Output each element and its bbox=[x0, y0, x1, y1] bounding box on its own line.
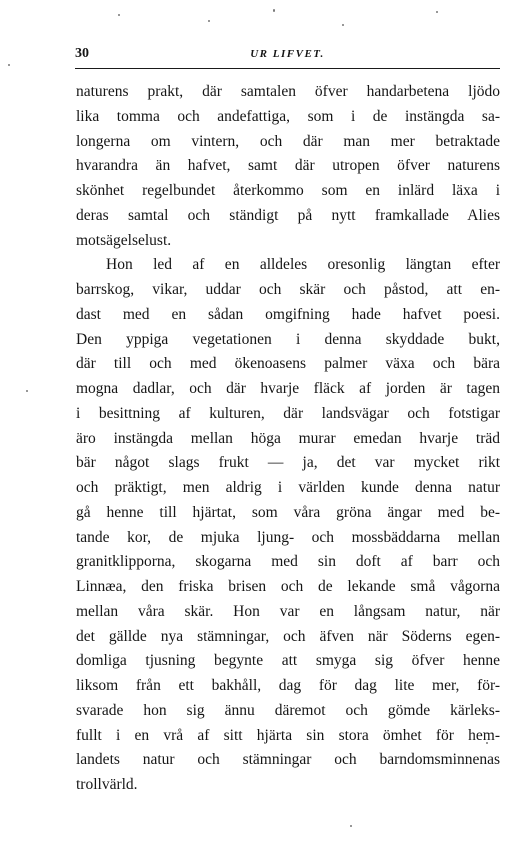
text-line: trollvärld. bbox=[76, 776, 138, 793]
text-line: hvarandra än hafvet, samt där utropen öfver naturens bbox=[76, 157, 500, 175]
running-head: UR LIFVET. bbox=[250, 48, 325, 60]
text-line: Linnæa, den friska brisen och de lekande små vågorna bbox=[76, 578, 500, 595]
text-line: barrskog, vikar, uddar och skär och påstod, att en- bbox=[76, 281, 500, 298]
text-line: fullt i en vrå af sitt hjärta sin stora ömhet för hem- bbox=[76, 726, 500, 744]
text-line: gå henne till hjärtat, som våra gröna ängar med be- bbox=[76, 503, 500, 521]
text-line: mellan våra skär. Hon var en långsam natur, när bbox=[76, 602, 500, 620]
text-line: lika tomma och andefattiga, som i de instängda sa- bbox=[76, 107, 500, 125]
text-line: dast med en sådan omgifning hade hafvet poesi. bbox=[76, 305, 500, 323]
text-line: naturens prakt, där samtalen öfver handarbetena ljödo bbox=[76, 83, 500, 100]
text-line: och präktigt, men aldrig i världen kunde denna natur bbox=[76, 479, 500, 496]
text-line: motsägelselust. bbox=[76, 231, 172, 249]
text-line: bär något slags frukt — ja, det var mycket rikt bbox=[76, 454, 500, 472]
text-line: äro instängda mellan höga murar emedan hvarje träd bbox=[76, 429, 500, 447]
text-line: landets natur och stämningar och barndomsminnenas bbox=[76, 751, 500, 769]
page-header bbox=[75, 46, 500, 69]
text-line: skönhet regelbundet återkommo som en inlärd läxa i bbox=[76, 182, 500, 199]
text-line: där till och med ökenoasens palmer växa och bära bbox=[76, 355, 500, 373]
text-line: tande kor, de mjuka ljung- och mossbäddarna mellan bbox=[76, 528, 500, 546]
paragraph-1 bbox=[76, 80, 500, 253]
text-line: domliga tjusning begynte att smyga sig öfver henne bbox=[76, 652, 500, 670]
text-line: deras samtal och ständigt på nytt framkallade Alies bbox=[76, 206, 500, 224]
text-line: longerna om vintern, och där man mer betraktade bbox=[76, 132, 500, 150]
body-text bbox=[76, 80, 500, 798]
text-line: liksom från ett bakhåll, dag för dag lite mer, för- bbox=[76, 677, 500, 694]
page-number: 30 bbox=[75, 46, 89, 61]
text-line: Hon led af en alldeles oresonlig längtan efter bbox=[106, 256, 500, 274]
text-line: svarade hon sig ännu däremot och gömde kärleks- bbox=[76, 701, 500, 719]
text-line: det gällde nya stämningar, och äfven när Söderns egen- bbox=[76, 627, 500, 645]
text-line: Den yppiga vegetationen i denna skyddade bukt, bbox=[76, 330, 500, 348]
text-line: granitklipporna, skogarna med sin doft af barr och bbox=[76, 553, 500, 571]
text-line: mogna dadlar, och där hvarje fläck af jorden är tagen bbox=[76, 380, 500, 397]
paragraph-2 bbox=[76, 253, 500, 798]
text-line: i besittning af kulturen, där landsvägar och fotstigar bbox=[76, 404, 500, 422]
